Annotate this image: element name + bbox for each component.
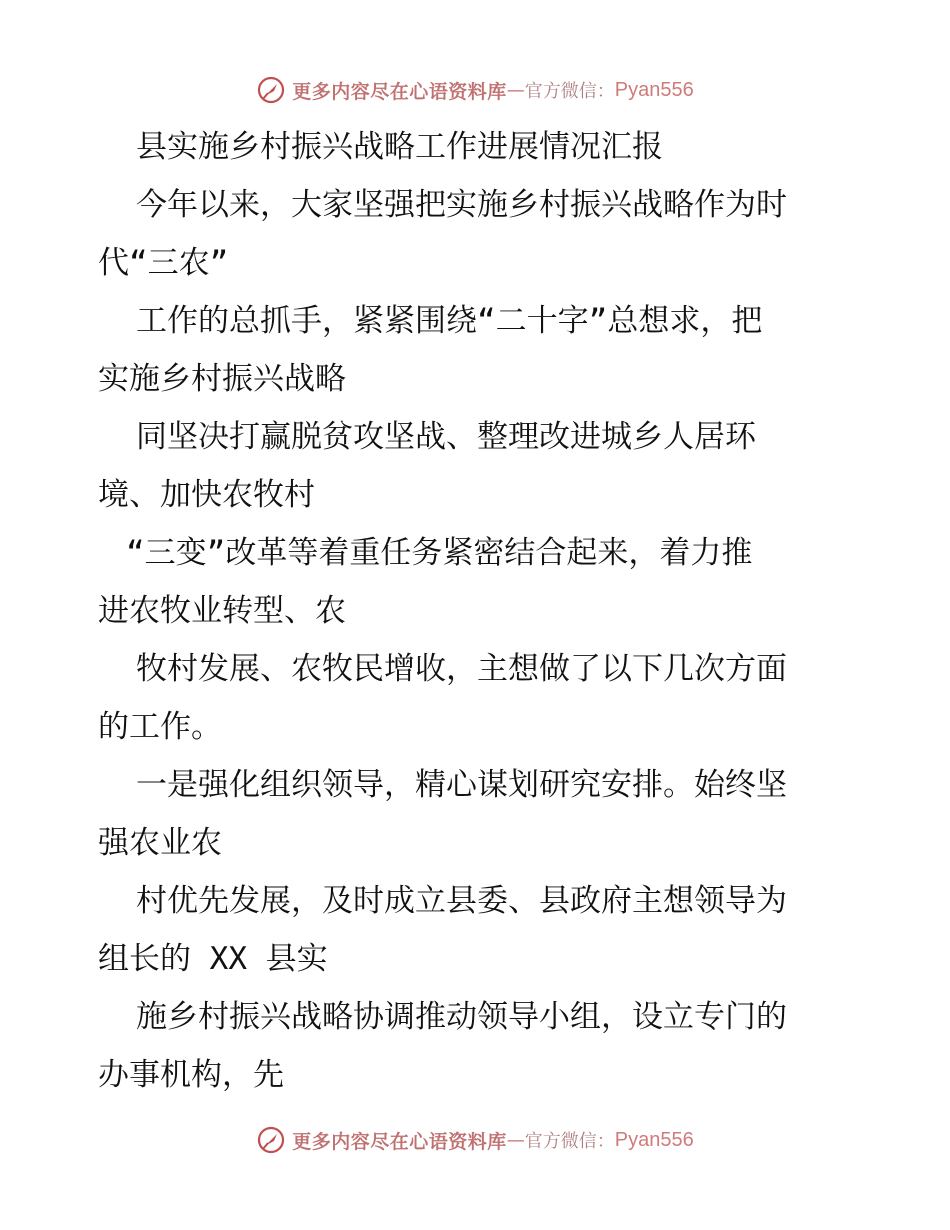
footer-dash: — [506,1129,525,1151]
header-wechat-id: Pyan556 [614,78,694,101]
paragraph-line: 一是强化组织领导，精心谋划研究安排。始终坚 [136,767,787,803]
paragraph-line: 组长的 XX 县实 [98,941,328,977]
paragraph-line: 同坚决打赢脱贫攻坚战、整理改进城乡人居环 [136,419,756,455]
header-dash: — [506,79,525,101]
paragraph-line: 境、加快农牧村 [98,477,315,513]
paragraph-line: 村优先发展，及时成立县委、县政府主想领导为 [136,883,787,919]
footer-watermark [0,1120,950,1160]
feather-logo-icon [256,1125,286,1155]
paragraph-line: 的工作。 [98,709,222,745]
document-title: 县实施乡村振兴战略工作进展情况汇报 [136,129,663,165]
paragraph-line: 今年以来，大家坚强把实施乡村振兴战略作为时 [136,187,787,223]
header-promo-text: 更多内容尽在心语资料库 [292,80,507,103]
paragraph-line: 牧村发展、农牧民增收，主想做了以下几次方面 [136,651,787,687]
header-wechat-label: 官方微信： [524,81,615,102]
header-watermark [0,70,950,110]
paragraph-line: 工作的总抓手，紧紧围绕“二十字”总想求，把 [136,303,763,339]
paragraph-line: 实施乡村振兴战略 [98,361,346,397]
paragraph-line: 进农牧业转型、农 [98,593,346,629]
paragraph-line: “三变”改革等着重任务紧密结合起来，着力推 [126,535,753,571]
paragraph-line: 强农业农 [98,825,222,861]
paragraph-line: 办事机构，先 [98,1057,284,1093]
footer-promo-text: 更多内容尽在心语资料库 [292,1130,507,1153]
document-body [98,118,858,1104]
footer-wechat-label: 官方微信： [524,1131,615,1152]
paragraph-line: 代“三农” [98,245,229,281]
footer-wechat-id: Pyan556 [614,1128,694,1151]
feather-logo-icon [256,75,286,105]
paragraph-line: 施乡村振兴战略协调推动领导小组，设立专门的 [136,999,787,1035]
